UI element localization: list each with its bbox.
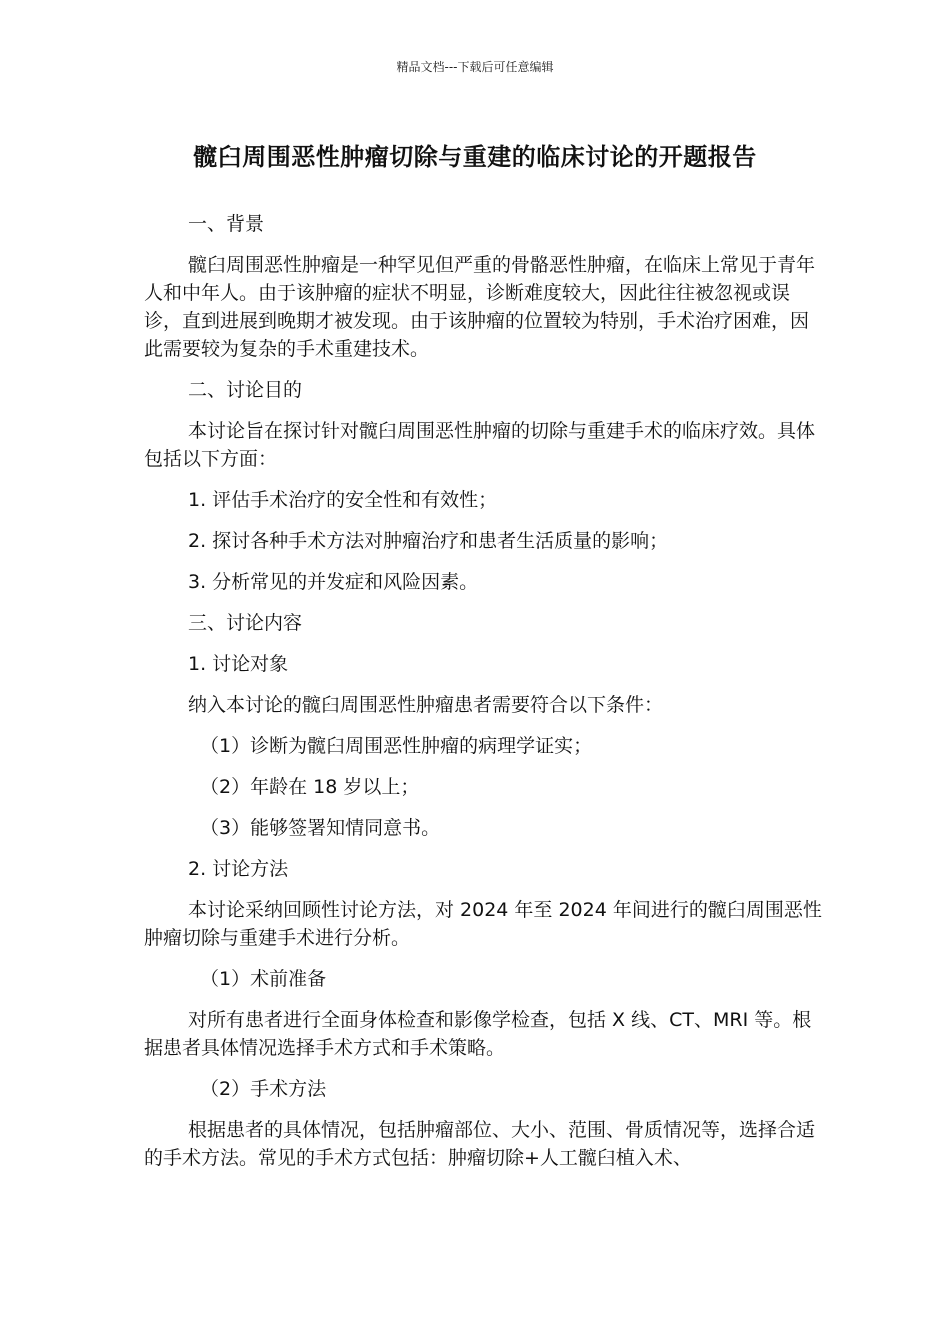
paragraph-inclusion: 纳入本讨论的髋臼周围恶性肿瘤患者需要符合以下条件：: [188, 694, 664, 716]
list-item-criteria-1: （1）诊断为髋臼周围恶性肿瘤的病理学证实；: [200, 735, 593, 757]
subheading-surgery: （2）手术方法: [200, 1078, 327, 1100]
paragraph-purpose: 本讨论旨在探讨针对髋臼周围恶性肿瘤的切除与重建手术的临床疗效。具体包括以下方面：: [144, 420, 816, 470]
subheading-preoperative: （1）术前准备: [200, 968, 327, 990]
document-title: 髋臼周围恶性肿瘤切除与重建的临床讨论的开题报告: [193, 143, 757, 171]
list-item-purpose-3: 3. 分析常见的并发症和风险因素。: [188, 571, 479, 593]
paragraph-methods: 本讨论采纳回顾性讨论方法，对 2024 年至 2024 年间进行的髋臼周围恶性肿瘤切除与重建手术进行分析。: [144, 899, 822, 949]
list-item-purpose-2: 2. 探讨各种手术方法对肿瘤治疗和患者生活质量的影响；: [188, 530, 669, 552]
paragraph-surgery: 根据患者的具体情况，包括肿瘤部位、大小、范围、骨质情况等，选择合适的手术方法。常见的手术方式包括：肿瘤切除+人工髋臼植入术、: [144, 1119, 816, 1169]
subheading-subjects: 1. 讨论对象: [188, 653, 289, 675]
section-heading-purpose: 二、讨论目的: [188, 379, 303, 401]
section-heading-background: 一、背景: [188, 213, 265, 235]
paragraph-preoperative: 对所有患者进行全面身体检查和影像学检查，包括 X 线、CT、MRI 等。根据患者具体情况选择手术方式和手术策略。: [144, 1009, 812, 1059]
list-item-purpose-1: 1. 评估手术治疗的安全性和有效性；: [188, 489, 498, 511]
subheading-methods: 2. 讨论方法: [188, 858, 289, 880]
list-item-criteria-3: （3）能够签署知情同意书。: [200, 817, 441, 839]
header-note: 精品文档---下载后可任意编辑: [396, 60, 554, 74]
paragraph-background: 髋臼周围恶性肿瘤是一种罕见但严重的骨骼恶性肿瘤，在临床上常见于青年人和中年人。由于该肿瘤的症状不明显，诊断难度较大，因此往往被忽视或误诊，直到进展到晚期才被发现。由于该肿瘤的位置较为特别，手术治疗困难，因此需要较为复杂的手术重建技术。: [144, 254, 816, 360]
list-item-criteria-2: （2）年龄在 18 岁以上；: [200, 776, 420, 798]
document-body: [144, 210, 824, 1172]
section-heading-content: 三、讨论内容: [188, 612, 303, 634]
